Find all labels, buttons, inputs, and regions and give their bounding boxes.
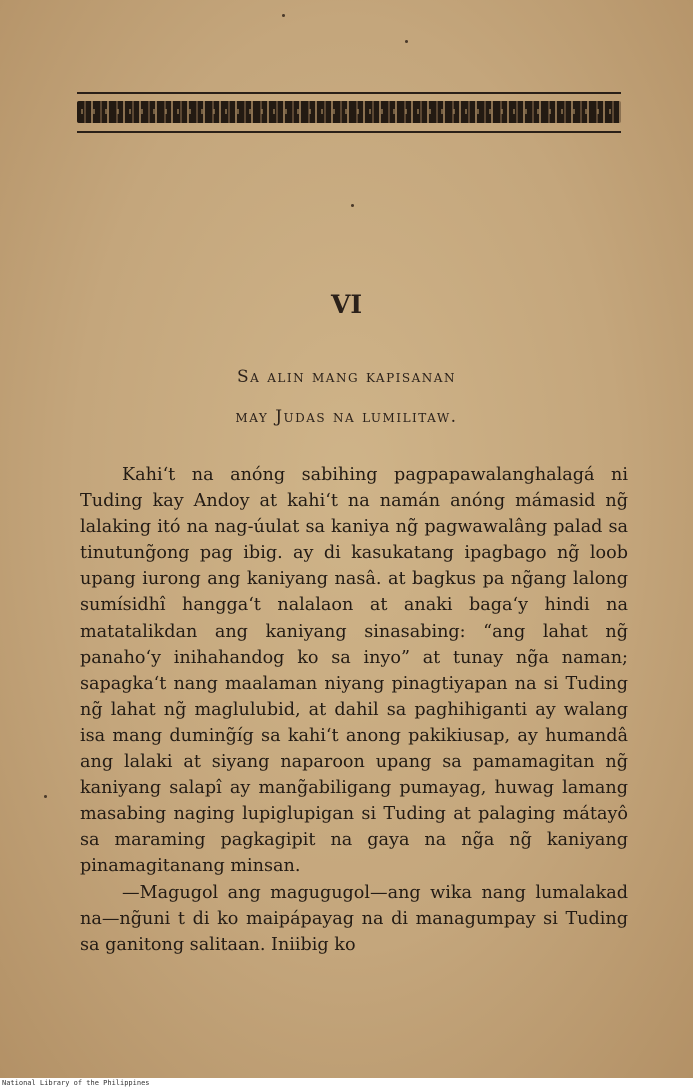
ornament-bottom-rule <box>77 131 621 133</box>
decorative-header-border <box>77 92 621 134</box>
body-text <box>80 462 628 958</box>
paper-speck <box>351 204 354 207</box>
ornament-band <box>77 101 621 123</box>
ornament-top-rule <box>77 92 621 94</box>
paragraph: Kahi‘t na anóng sabihing pagpapawalanghalagá ni Tuding kay Andoy at kahi‘t na namán anóng mámasid ng̃ lalaking itó na nag-úulat sa kaniya ng̃ pagwawalâng palad sa tinutung̃ong pag ibig. ay di kasukatang ipagbago ng̃ loob upang iurong ang kaniyang nasâ. at bagkus pa ng̃ang lalong sumísidhî hangga‘t nalalaon at anaki baga‘y hindi na matatalikdan ang kaniyang sinasabing: “ang lahat ng̃ panaho‘y inihahandog ko sa inyo” at tunay ng̃a naman; sapagka‘t nang maalaman niyang pinagtiyapan na si Tuding ng̃ lahat ng̃ maglulubid, at dahil sa paghihiganti ay walang isa mang duming̃íg sa kahi‘t anong pakikiusap, ay humandâ ang lalaki at siyang naparoon upang sa pamamagitan ng̃ kaniyang salapî ay mang̃abiligang pumayag, huwag lamang masabing naging lupiglupigan si Tuding at palaging mátayô sa maraming pagkagipit na gaya na ng̃a ng̃ kaniyang pinamagitanang minsan. <box>80 465 628 877</box>
chapter-number: VI <box>330 290 363 319</box>
chapter-title-line-2: may Judas na lumilitaw. <box>235 407 458 427</box>
scan-credit-footer: National Library of the Philippines <box>0 1078 693 1088</box>
paper-speck <box>44 795 47 798</box>
chapter-title-line-1: Sa alin mang kapisanan <box>237 367 456 387</box>
paper-speck <box>282 14 285 17</box>
paragraph: —Magugol ang magugugol—ang wika nang lumalakad na—ng̃uni t di ko maipápayag na di managumpay si Tuding sa ganitong salitaan. Iniibig ko <box>80 882 628 955</box>
paper-speck <box>405 40 408 43</box>
